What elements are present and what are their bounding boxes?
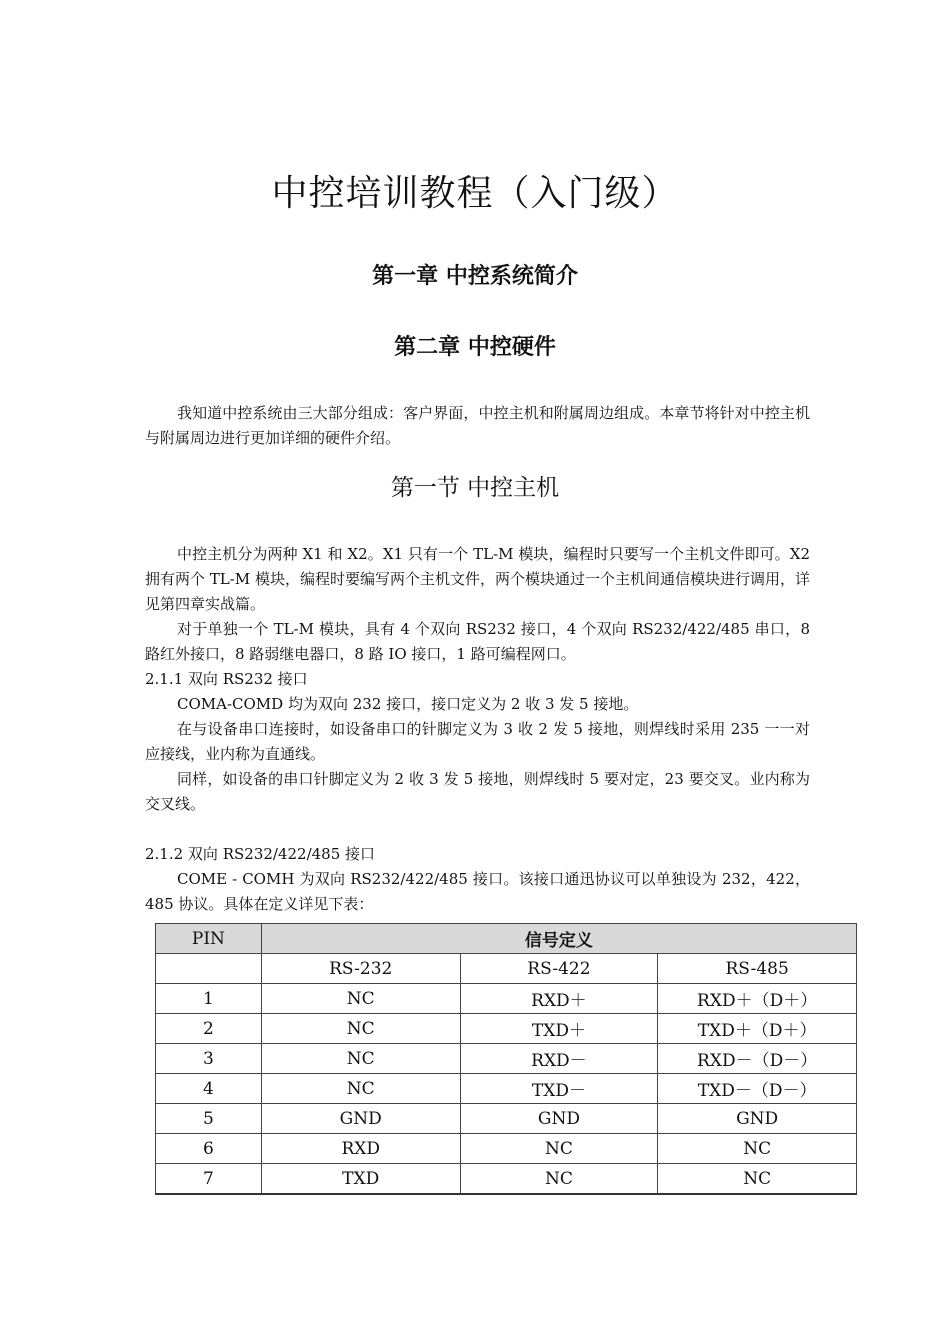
signal-definition-header: 信号定义: [261, 924, 856, 954]
rs422-cell: TXD－: [460, 1074, 658, 1104]
rs422-column-header: RS-422: [460, 954, 658, 984]
rs232-cell: RXD: [261, 1134, 460, 1164]
pin-cell: 1: [156, 984, 262, 1014]
rs232-cell: TXD: [261, 1164, 460, 1195]
subsection-2-1-2-heading: 2.1.2 双向 RS232/422/485 接口: [145, 845, 376, 863]
chapter-2-heading: 第二章 中控硬件: [394, 335, 556, 360]
chapter-1-heading: 第一章 中控系统简介: [372, 264, 578, 289]
straight-cable-paragraph: 在与设备串口连接时，如设备串口的针脚定义为 3 收 2 发 5 接地，则焊线时采用 235 一一对应接线，业内称为直通线。: [145, 720, 810, 763]
table-subheader-row: [156, 954, 857, 984]
rs485-cell: NC: [658, 1134, 857, 1164]
table-row: [156, 1134, 857, 1164]
coma-comd-paragraph: COMA-COMD 均为双向 232 接口，接口定义为 2 收 3 发 5 接地。: [177, 695, 639, 713]
rs232-cell: NC: [261, 1014, 460, 1044]
table-row: [156, 1164, 857, 1195]
rs422-cell: NC: [460, 1164, 658, 1195]
rs485-cell: RXD－（D－）: [658, 1044, 857, 1074]
intro-paragraph: 我知道中控系统由三大部分组成：客户界面，中控主机和附属周边组成。本章节将针对中控主机与附属周边进行更加详细的硬件介绍。: [145, 404, 810, 447]
rs422-cell: RXD＋: [460, 984, 658, 1014]
document-title: 中控培训教程（入门级）: [271, 173, 679, 214]
pin-cell: 2: [156, 1014, 262, 1044]
rs485-column-header: RS-485: [658, 954, 857, 984]
rs422-cell: NC: [460, 1134, 658, 1164]
table-row: [156, 1074, 857, 1104]
rs485-cell: TXD－（D－）: [658, 1074, 857, 1104]
pin-cell: 7: [156, 1164, 262, 1195]
table-row: [156, 1014, 857, 1044]
table-header-row: [156, 924, 857, 954]
pin-cell: 6: [156, 1134, 262, 1164]
rs232-column-header: RS-232: [261, 954, 460, 984]
subsection-2-1-1-heading: 2.1.1 双向 RS232 接口: [145, 670, 308, 688]
rs422-cell: TXD＋: [460, 1014, 658, 1044]
tlm-ports-paragraph: 对于单独一个 TL-M 模块，具有 4 个双向 RS232 接口，4 个双向 RS232/422/485 串口，8 路红外接口，8 路弱继电器口，8 路 IO 接口，1 路可编程网口。: [145, 620, 810, 663]
rs485-cell: NC: [658, 1164, 857, 1195]
rs232-cell: NC: [261, 984, 460, 1014]
rs422-cell: GND: [460, 1104, 658, 1134]
rs232-cell: NC: [261, 1074, 460, 1104]
pin-definition-table: [155, 923, 857, 1195]
pin-cell: 4: [156, 1074, 262, 1104]
host-types-paragraph: 中控主机分为两种 X1 和 X2。X1 只有一个 TL-M 模块，编程时只要写一个主机文件即可。X2 拥有两个 TL-M 模块，编程时要编写两个主机文件，两个模块通过一个主机间通信模块进行调用，详见第四章实战篇。: [145, 545, 810, 613]
table-row: [156, 984, 857, 1014]
pin-cell: 3: [156, 1044, 262, 1074]
rs232-cell: GND: [261, 1104, 460, 1134]
pin-column-header: PIN: [156, 924, 262, 954]
rs485-cell: GND: [658, 1104, 857, 1134]
table-row: [156, 1104, 857, 1134]
pin-cell: 5: [156, 1104, 262, 1134]
rs485-cell: RXD＋（D＋）: [658, 984, 857, 1014]
table-subheader-cell: [156, 954, 262, 984]
rs485-cell: TXD＋（D＋）: [658, 1014, 857, 1044]
come-comh-paragraph: COME - COMH 为双向 RS232/422/485 接口。该接口通迅协议可以单独设为 232，422，485 协议。具体在定义详见下表：: [145, 870, 810, 913]
table-row: [156, 1044, 857, 1074]
rs232-cell: NC: [261, 1044, 460, 1074]
cross-cable-paragraph: 同样，如设备的串口针脚定义为 2 收 3 发 5 接地，则焊线时 5 要对定，23 要交叉。业内称为交叉线。: [145, 770, 810, 813]
rs422-cell: RXD－: [460, 1044, 658, 1074]
section-1-heading: 第一节 中控主机: [390, 475, 560, 501]
